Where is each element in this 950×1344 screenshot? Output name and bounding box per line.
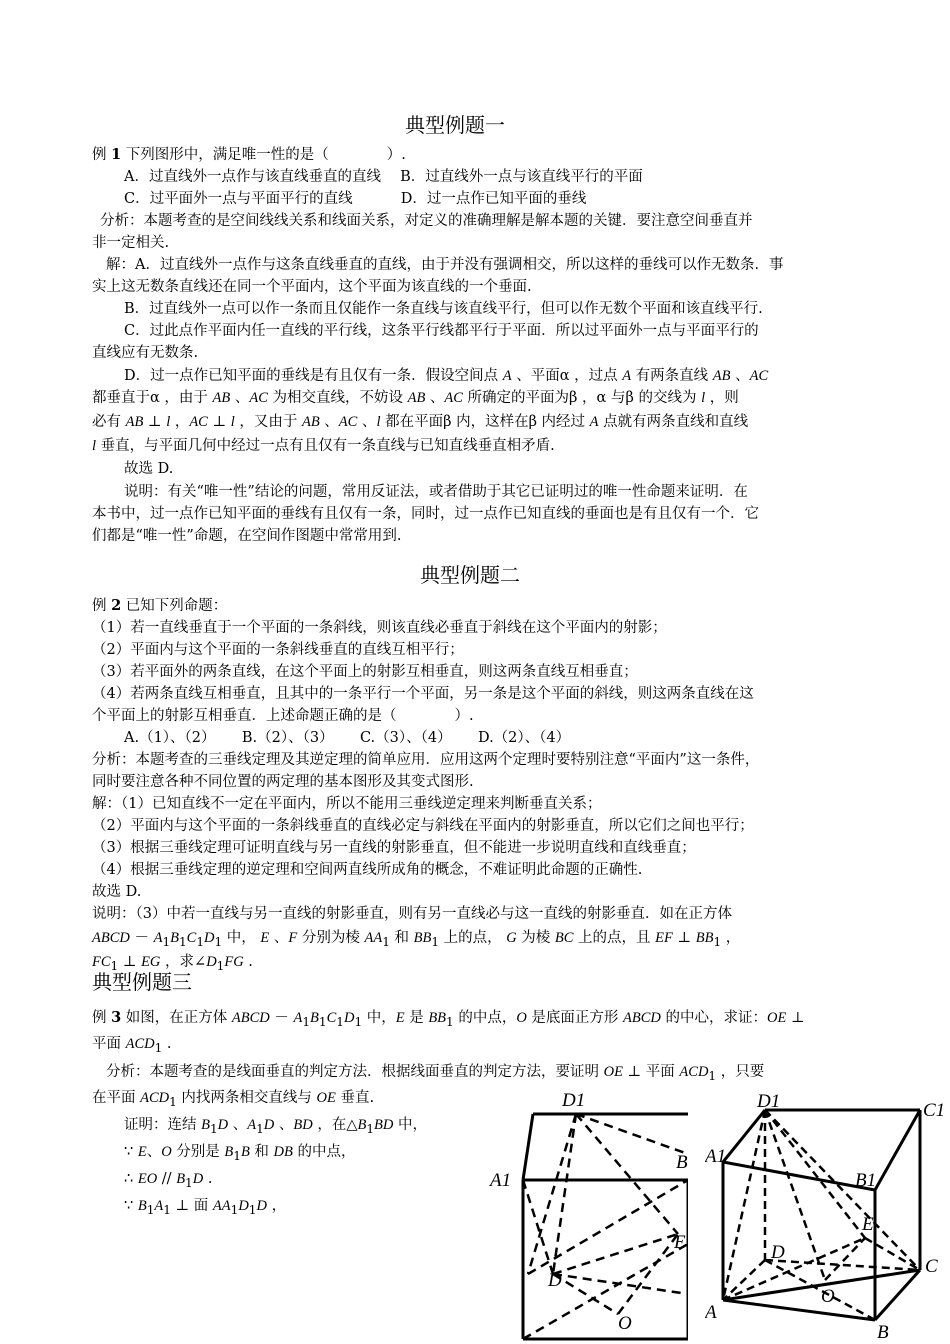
- example-2-analysis-cont: 同时要注意各种不同位置的两定理的基本图形及其变式图形.: [92, 774, 474, 790]
- heading-example-2: 典型例题二: [420, 563, 520, 587]
- heading-example-1: 典型例题一: [405, 113, 505, 137]
- label-left-e: E: [674, 1232, 686, 1253]
- label-right-c: C: [925, 1256, 938, 1277]
- label-right-e: E: [862, 1214, 874, 1235]
- example-3-proof-3: ∴ EO // $B_1D$ .: [124, 1171, 213, 1190]
- example-3-proof-4: ∵ $B_1A_1$ ⊥ 面 $AA_1D_1D$ ，: [124, 1198, 287, 1217]
- example-1-options-ab: A．过直线外一点作与该直线垂直的直线 B．过直线外一点与该直线平行的平面: [124, 169, 643, 185]
- label-right-c1: C1: [923, 1100, 945, 1121]
- example-2-solution-4: （4）根据三垂线定理的逆定理和空间两直线所成角的概念，不难证明此命题的正确性.: [92, 862, 643, 878]
- label-right-a1: A1: [705, 1146, 727, 1167]
- example-1-note: 说明：有关“唯一性”结论的问题，常用反证法，或者借助于其它已证明过的唯一性命题来证明．在: [124, 484, 748, 500]
- example-1-analysis-cont: 非一定相关.: [92, 235, 170, 251]
- example-1-solution-a: 解：A．过直线外一点作与这条直线垂直的直线，由于并没有强调相交，所以这样的垂线可以作无数条．事: [106, 257, 784, 273]
- label-left-b: B: [676, 1152, 688, 1173]
- label-left-d1: D1: [562, 1090, 586, 1111]
- label-right-o: O: [821, 1286, 835, 1307]
- example-2-question: 例 2 已知下列命题：: [92, 597, 228, 614]
- example-3-analysis-2: 在平面 $ACD_1$ 内找两条相交直线与 OE 垂直.: [92, 1090, 375, 1109]
- example-2-proposition-1: （1）若一直线垂直于一个平面的一条斜线，则该直线必垂直于斜线在这个平面内的射影；: [92, 620, 667, 636]
- example-1-solution-d-2: 都垂直于α ，由于 AB 、AC 为相交直线，不妨设 AB 、AC 所确定的平面为β ，α 与β 的交线为 l ，则: [92, 390, 739, 406]
- example-1-question: 例 1 下列图形中，满足唯一性的是（ ）.: [92, 146, 406, 163]
- example-1-solution-c-cont: 直线应有无数条.: [92, 345, 199, 361]
- example-2-analysis: 分析：本题考查的三垂线定理及其逆定理的简单应用．应用这两个定理时要特别注意“平面内”这一条件，: [92, 752, 760, 768]
- example-3-proof-1: 证明：连结 $B_1D$ 、$A_1D$ 、BD ，在$\triangle B_1BD$ 中，: [124, 1117, 427, 1136]
- example-3-question: 例 3 如图，在正方体 ABCD － $A_1B_1C_1D_1$ 中，E 是 $BB_1$ 的中点，O 是底面正方形 ABCD 的中心，求证：OE ⊥: [92, 1009, 805, 1029]
- example-2-answer: 故选 D.: [92, 884, 142, 900]
- example-1-solution-c: C．过此点作平面内任一直线的平行线，这条平行线都平行于平面．所以过平面外一点与平面平行的: [124, 323, 759, 339]
- example-2-options: A.（1）、（2） B.（2）、（3） C.（3）、（4） D.（2）、（4）: [124, 730, 571, 746]
- cube-figure-right: [705, 1090, 945, 1344]
- example-3-proof-2: ∵ E、O 分别是 $B_1B$ 和 DB 的中点，: [124, 1144, 356, 1163]
- example-2-note: 说明：（3）中若一直线与另一直线的射影垂直，则有另一直线必与这一直线的射影垂直．如在正方体: [92, 906, 732, 922]
- example-2-note-2: ABCD － $A_1B_1C_1D_1$ 中， E 、F 分别为棱 $AA_1$ 和 $BB_1$ 上的点， G 为棱 BC 上的点，且 EF ⊥ $BB_1$ ，: [92, 930, 741, 949]
- label-right-b1: B1: [855, 1170, 877, 1191]
- example-1-analysis: 分析：本题考查的是空间线线关系和线面关系，对定义的准确理解是解本题的关键．要注意空间垂直并: [100, 213, 753, 229]
- label-left-a1: A1: [490, 1170, 512, 1191]
- label-left-d: D: [548, 1270, 562, 1291]
- cube-figure-left: [488, 1084, 688, 1344]
- label-right-d: D: [771, 1242, 785, 1263]
- example-1-options-cd: C．过平面外一点与平面平行的直线 D．过一点作已知平面的垂线: [124, 191, 587, 207]
- label-right-a: A: [705, 1302, 717, 1323]
- example-1-solution-a-cont: 实上这无数条直线还在同一个平面内，这个平面为该直线的一个垂面.: [92, 279, 532, 295]
- example-2-note-3: $FC_1$ ⊥ EG ，求$\angle D_1FG$ .: [92, 954, 253, 973]
- example-1-note-3: 们都是“唯一性”命题，在空间作图题中常常用到.: [92, 528, 402, 544]
- example-1-solution-b: B．过直线外一点可以作一条而且仅能作一条直线与该直线平行，但可以作无数个平面和该直线平行.: [124, 301, 763, 317]
- example-1-solution-d-3: 必有 AB ⊥ l ，AC ⊥ l ，又由于 AB 、AC 、l 都在平面β 内，这样在β 内经过 A 点就有两条直线和直线: [92, 414, 749, 430]
- example-3-analysis: 分析：本题考查的是线面垂直的判定方法．根据线面垂直的判定方法，要证明 OE ⊥ 平面 $ACD_1$ ，只要: [106, 1064, 765, 1083]
- example-1-answer: 故选 D.: [124, 461, 174, 477]
- example-1-note-2: 本书中，过一点作已知平面的垂线有且仅有一条，同时，过一点作已知直线的垂面也是有且仅有一个．它: [92, 506, 759, 522]
- example-1-solution-d-4: l 垂直，与平面几何中经过一点有且仅有一条直线与已知直线垂直相矛盾.: [92, 438, 555, 454]
- label-right-b: B: [877, 1322, 889, 1343]
- label-right-d1: D1: [757, 1091, 781, 1112]
- example-2-proposition-4-cont: 个平面上的射影互相垂直．上述命题正确的是（ ）.: [92, 708, 474, 724]
- example-2-proposition-2: （2）平面内与这个平面的一条斜线垂直的直线互相平行；: [92, 642, 464, 658]
- example-2-solution-1: 解：（1）已知直线不一定在平面内，所以不能用三垂线逆定理来判断垂直关系；: [92, 796, 602, 812]
- example-2-proposition-3: （3）若平面外的两条直线，在这个平面上的射影互相垂直，则这两条直线互相垂直；: [92, 664, 638, 680]
- heading-example-3: 典型例题三: [92, 970, 192, 994]
- example-1-solution-d: D．过一点作已知平面的垂线是有且仅有一条．假设空间点 A 、平面α ，过点 A 有两条直线 AB 、AC: [124, 368, 769, 384]
- example-2-proposition-4: （4）若两条直线互相垂直，且其中的一条平行一个平面，另一条是这个平面的斜线，则这两条直线在这: [92, 686, 754, 702]
- example-2-solution-2: （2）平面内与这个平面的一条斜线垂直的直线必定与斜线在平面内的射影垂直，所以它们之间也平行；: [92, 818, 754, 834]
- label-left-o: O: [618, 1313, 632, 1334]
- example-2-solution-3: （3）根据三垂线定理可证明直线与另一直线的射影垂直，但不能进一步说明直线和直线垂直；: [92, 840, 696, 856]
- example-3-question-2: 平面 $ACD_1$ .: [92, 1036, 172, 1055]
